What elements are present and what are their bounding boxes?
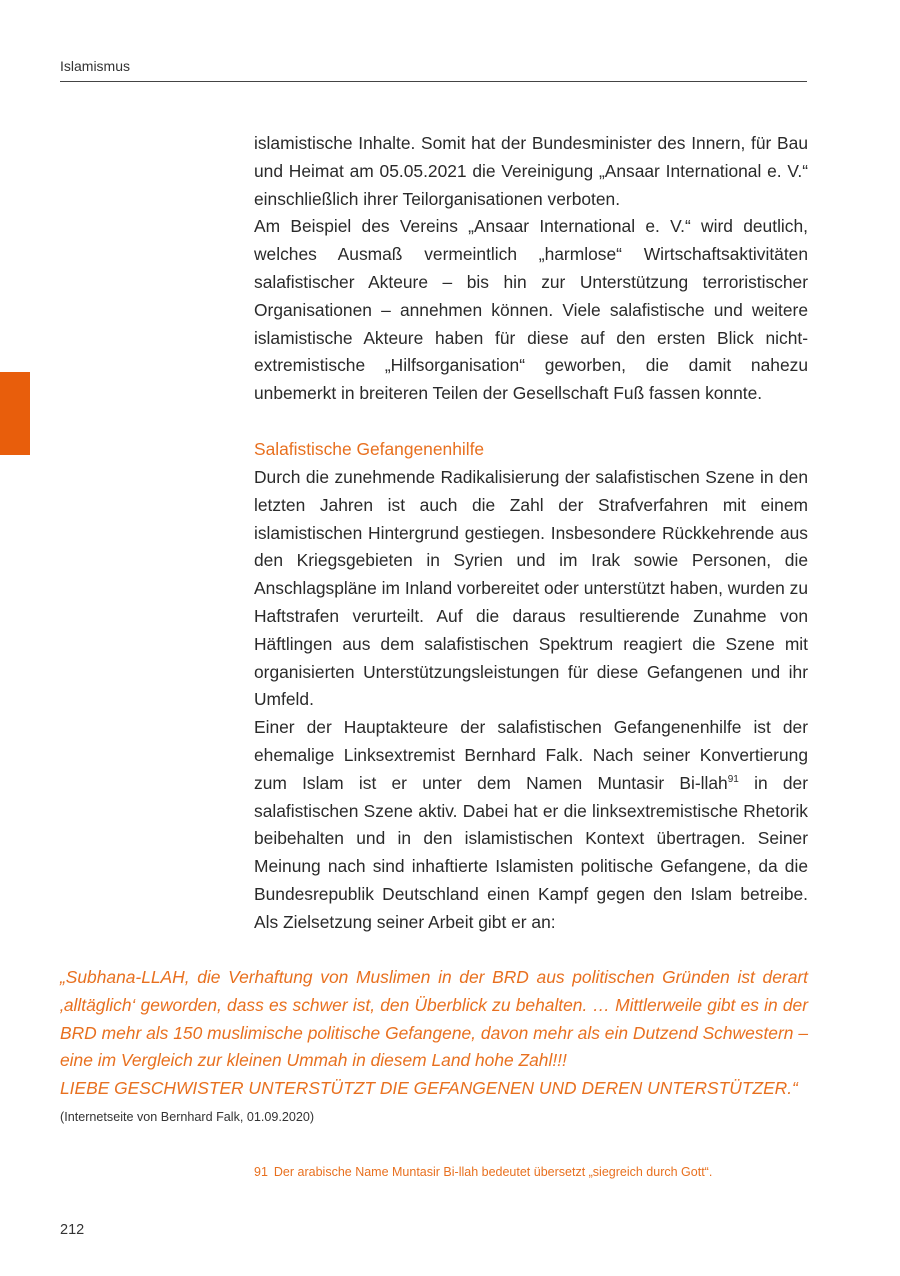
footnote-number: 91 — [254, 1165, 268, 1179]
paragraph-with-footnote — [254, 714, 808, 936]
footnote — [254, 1165, 712, 1179]
quote-text: „Subhana-LLAH, die Verhaftung von Muslimen in der BRD aus politischen Gründen ist derart ‚alltäglich‘ geworden, dass es schwer ist, den Überblick zu behalten. … Mittlerweile gibt es in der BRD mehr als 150 muslimische politische Gefangene, davon mehr als ein Dutzend Schwestern – eine im Vergleich zur kleinen Ummah in diesem Land hohe Zahl!!! — [60, 967, 808, 1071]
footnote-text: Der arabische Name Muntasir Bi-llah bedeutet übersetzt „siegreich durch Gott“. — [273, 1165, 713, 1179]
header-rule — [60, 81, 807, 82]
paragraph-text: Einer der Hauptakteure der salafistischen Gefangenenhilfe ist der ehemalige Linksextremist Bernhard Falk. Nach seiner Konvertierung zum Islam ist er unter dem Namen Muntasir Bi-llah — [254, 717, 808, 793]
paragraph: islamistische Inhalte. Somit hat der Bundesminister des Innern, für Bau und Heimat am 05.05.2021 die Vereinigung „Ansaar International e. V.“ einschließlich ihrer Teilorganisationen verboten. — [254, 133, 808, 209]
block-quote — [60, 964, 808, 1103]
running-header: Islamismus — [60, 58, 131, 74]
paragraph: Am Beispiel des Vereins „Ansaar International e. V.“ wird deutlich, welches Ausmaß vermeintlich „harmlose“ Wirtschaftsaktivitäten salafistischer Akteure – bis hin zur Unterstützung terroristischer Organisationen – annehmen können. Viele salafistische und weitere islamistische Akteure haben für diese auf den ersten Blick nicht-extremistische „Hilfsorganisation“ geworben, die damit nahezu unbemerkt in breiteren Teilen der Gesellschaft Fuß fassen konnte. — [254, 216, 808, 404]
footnote-reference[interactable]: 91 — [727, 773, 739, 785]
quote-source: (Internetseite von Bernhard Falk, 01.09.2020) — [60, 1110, 315, 1124]
page-number: 212 — [60, 1222, 85, 1238]
quote-text: LIEBE GESCHWISTER UNTERSTÜTZT DIE GEFANGENEN UND DEREN UNTERSTÜTZER.“ — [60, 1078, 798, 1099]
paragraph: Durch die zunehmende Radikalisierung der salafistischen Szene in den letzten Jahren ist auch die Zahl der Strafverfahren mit einem islamistischen Hintergrund gestiegen. Insbesondere Rückkehrende aus den Kriegsgebieten in Syrien und im Irak sowie Personen, die Anschlagspläne im Inland vorbereitet oder unterstützt haben, wurden zu Haftstrafen verurteilt. Auf die daraus resultierende Zunahme von Häftlingen aus dem salafistischen Spektrum reagiert die Szene mit organisierten Unterstützungsleistungen für diese Gefangenen und ihr Umfeld. — [254, 467, 808, 710]
paragraph-text: in der salafistischen Szene aktiv. Dabei hat er die linksextremistische Rhetorik beibehalten und in den islamistischen Kontext übertragen. Seiner Meinung nach sind inhaftierte Islamisten politische Gefangene, da die Bundesrepublik Deutschland einen Kampf gegen den Islam betreibe. Als Zielsetzung seiner Arbeit gibt er an: — [254, 772, 808, 932]
section-tab-marker — [0, 372, 30, 455]
body-text-block-2 — [254, 464, 808, 937]
section-heading: Salafistische Gefangenenhilfe — [254, 439, 485, 459]
body-text-block-1 — [254, 130, 808, 408]
